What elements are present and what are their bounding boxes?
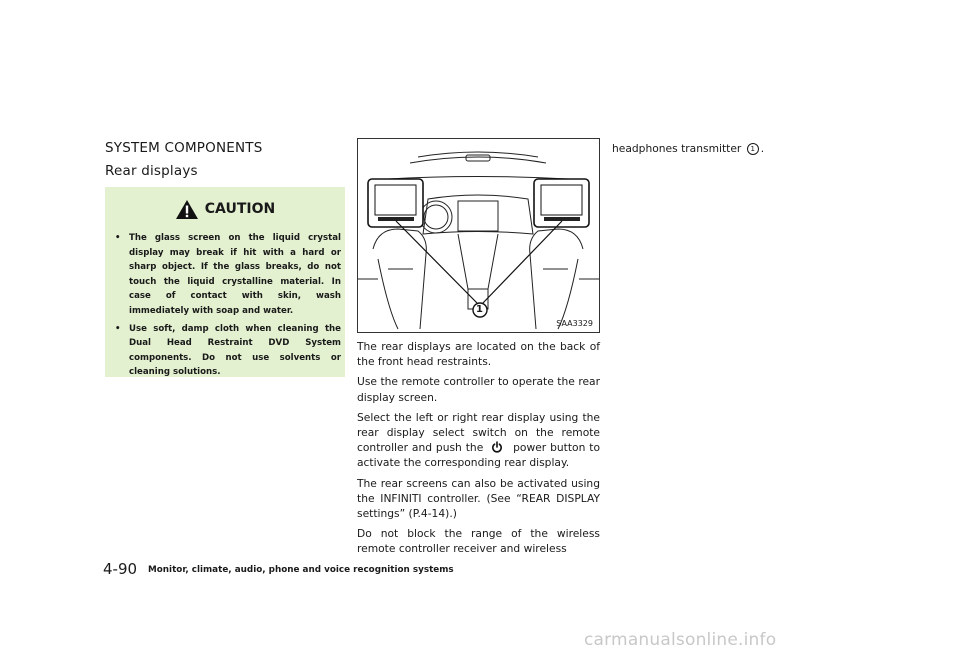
- caution-item-text: Use soft, damp cloth when cleaning the Dual Head Restraint DVD System components. Do not use solvents or cleaning solutions.: [129, 323, 341, 378]
- caution-header: [105, 196, 345, 222]
- right-head-restraint-display: [534, 179, 589, 227]
- body-text-column: [357, 339, 600, 562]
- caution-item-text: The glass screen on the liquid crystal display may break if hit with a hard or sharp object. If the glass breaks, do not touch the liquid crystalline material. In case of contact with skin, wash immediately with soap and water.: [129, 233, 341, 316]
- subsection-title: Rear displays: [105, 163, 198, 179]
- paragraph: The rear screens can also be activated using the INFINITI controller. (See “REAR DISPLAY settings” (P.4-14).): [357, 476, 600, 521]
- caution-list: [115, 231, 341, 383]
- paragraph: The rear displays are located on the back of the front head restraints.: [357, 340, 600, 369]
- bullet: •: [115, 233, 121, 243]
- paragraph-select: [357, 410, 600, 471]
- page-number: 4-90: [103, 560, 138, 578]
- section-title: SYSTEM COMPONENTS: [105, 140, 263, 156]
- warning-triangle-icon: [175, 199, 199, 220]
- caution-box: [105, 187, 345, 377]
- continuation-column: [612, 141, 852, 156]
- paragraph-select-before: Select the left or right rear display using the rear display select switch on the remote controller and push the: [357, 410, 600, 455]
- continuation-text: headphones transmitter: [612, 142, 742, 155]
- continuation-end: .: [760, 142, 765, 155]
- watermark: carmanualsonline.info: [584, 630, 777, 650]
- paragraph: Use the remote controller to operate the rear display screen.: [357, 375, 600, 404]
- power-icon: [491, 441, 503, 453]
- caution-item: [115, 231, 341, 319]
- chapter-title: Monitor, climate, audio, phone and voice recognition systems: [148, 565, 454, 575]
- left-head-restraint-display: [368, 179, 423, 227]
- callout-reference: 1: [747, 143, 759, 155]
- rear-displays-illustration: [357, 138, 600, 333]
- figure-code: SAA3329: [556, 319, 593, 328]
- callout-number: 1: [476, 304, 483, 315]
- caution-item: [115, 322, 341, 380]
- paragraph: Do not block the range of the wireless remote controller receiver and wireless: [357, 527, 600, 556]
- caution-title: CAUTION: [204, 201, 276, 217]
- paragraph-select-after: power button to activate the corresponding rear display.: [357, 441, 600, 470]
- bullet: •: [115, 323, 121, 334]
